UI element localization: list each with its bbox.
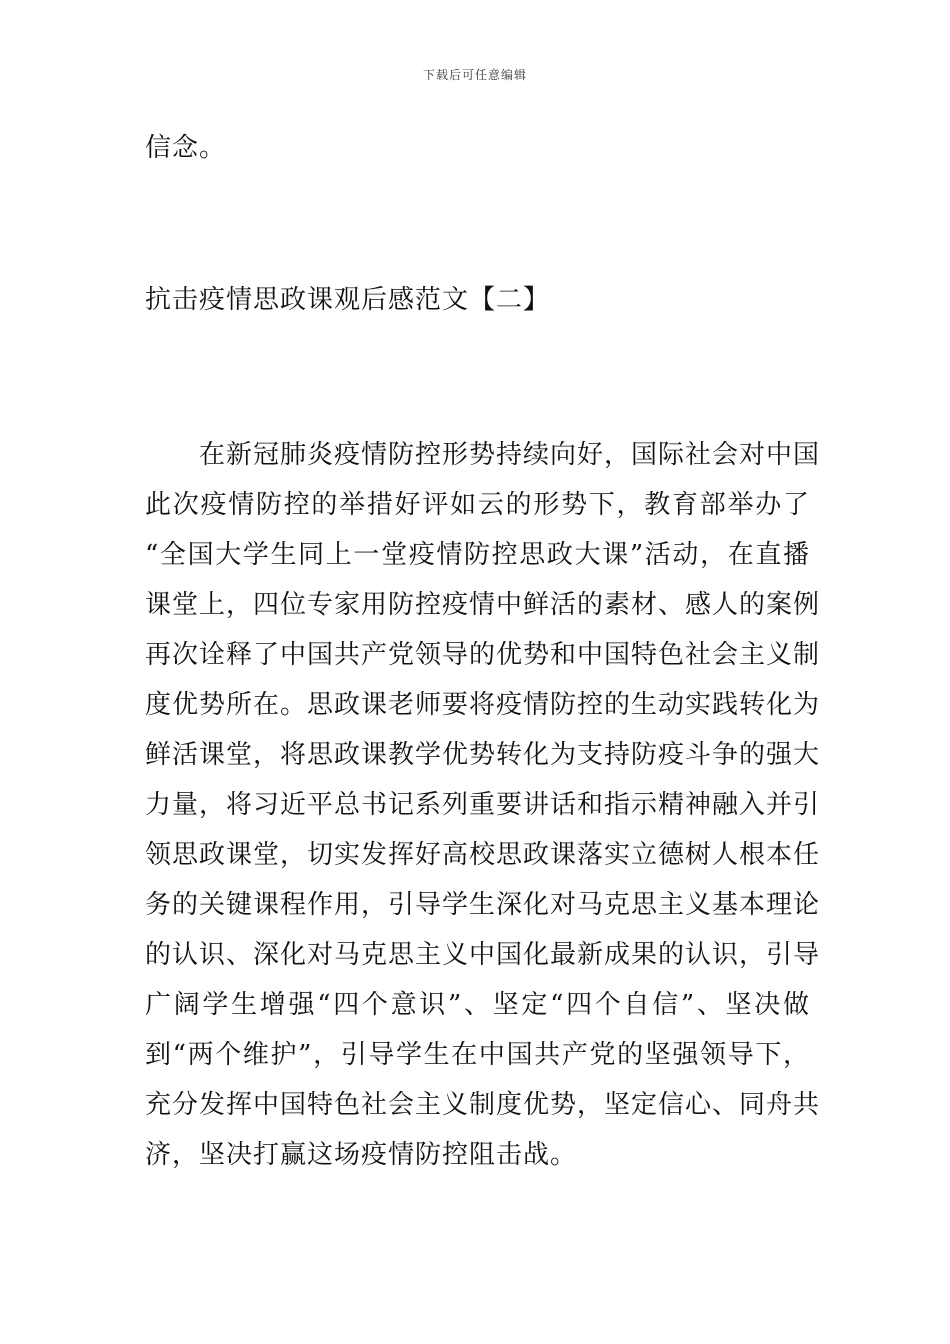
- paragraph-line: 充分发挥中国特色社会主义制度优势，坚定信心、同舟共: [145, 1090, 821, 1120]
- paragraph-line: 课堂上，四位专家用防控疫情中鲜活的素材、感人的案例: [145, 590, 821, 620]
- paragraph-line: 到“两个维护”，引导学生在中国共产党的坚强领导下，: [145, 1040, 810, 1070]
- header-note: 下载后可任意编辑: [422, 68, 527, 82]
- paragraph-line: “全国大学生同上一堂疫情防控思政大课”活动，在直播: [145, 540, 810, 570]
- body-paragraph: [145, 430, 821, 1180]
- paragraph-line: 鲜活课堂，将思政课教学优势转化为支持防疫斗争的强大: [145, 740, 821, 770]
- paragraph-line: 度优势所在。思政课老师要将疫情防控的生动实践转化为: [145, 690, 821, 720]
- paragraph-line: 务的关键课程作用，引导学生深化对马克思主义基本理论: [145, 890, 821, 920]
- paragraph-line: 领思政课堂，切实发挥好高校思政课落实立德树人根本任: [145, 840, 821, 870]
- paragraph-line: 在新冠肺炎疫情防控形势持续向好，国际社会对中国: [145, 440, 821, 470]
- paragraph-line: 广阔学生增强“四个意识”、坚定“四个自信”、坚决做: [145, 990, 810, 1020]
- paragraph-line: 的认识、深化对马克思主义中国化最新成果的认识，引导: [145, 940, 821, 970]
- paragraph-line: 再次诠释了中国共产党领导的优势和中国特色社会主义制: [145, 640, 821, 670]
- paragraph-line: 济，坚决打赢这场疫情防控阻击战。: [145, 1140, 578, 1170]
- paragraph-line: 力量，将习近平总书记系列重要讲话和指示精神融入并引: [145, 790, 821, 820]
- paragraph-line: 此次疫情防控的举措好评如云的形势下，教育部举办了: [145, 490, 810, 520]
- section-title: 抗击疫情思政课观后感范文【二】: [145, 285, 551, 315]
- paragraph-fragment: 信念。: [145, 133, 227, 163]
